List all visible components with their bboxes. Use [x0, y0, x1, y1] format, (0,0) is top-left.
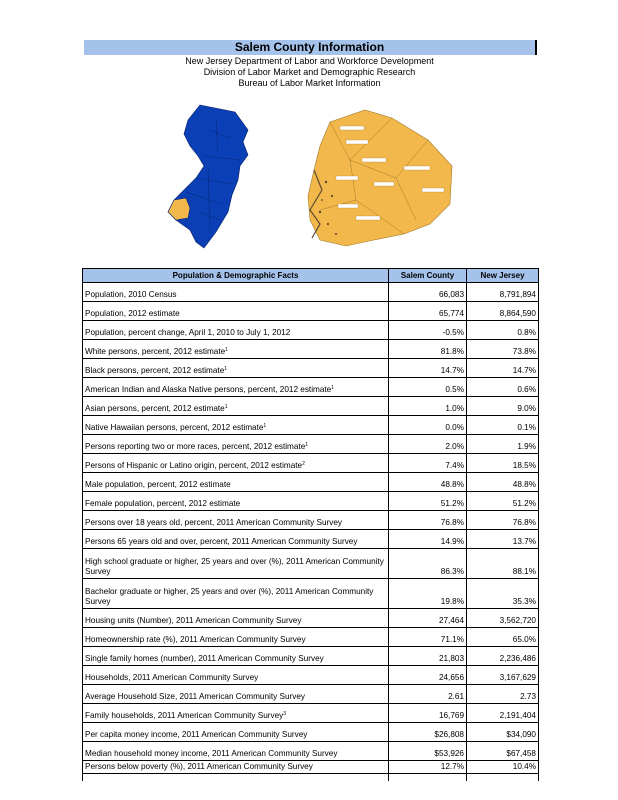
row-label	[83, 742, 389, 761]
table-header-row	[83, 269, 539, 283]
row-label	[83, 647, 389, 666]
salem-value: 0.5%	[389, 378, 467, 397]
row-label	[83, 283, 389, 302]
row-label-text: Persons below poverty (%), 2011 American Community Survey	[85, 762, 313, 771]
row-label	[83, 397, 389, 416]
salem-value: 14.9%	[389, 530, 467, 549]
row-label-text: Persons over 18 years old, percent, 2011 American Community Survey	[85, 518, 342, 527]
nj-value: 13.7%	[467, 530, 539, 549]
salem-value: 2.61	[389, 685, 467, 704]
salem-value: -0.5%	[389, 321, 467, 340]
nj-value: 1.9%	[467, 435, 539, 454]
salem-value: 2.0%	[389, 435, 467, 454]
nj-value: 48.8%	[467, 473, 539, 492]
new-jersey-state-map	[168, 105, 248, 248]
table-row	[83, 321, 539, 340]
row-label-text: Homeownership rate (%), 2011 American Community Survey	[85, 635, 306, 644]
salem-value: 16,769	[389, 704, 467, 723]
salem-value: 86.3%	[389, 549, 467, 579]
header-facts: Population & Demographic Facts	[83, 269, 389, 283]
salem-value: 12.7%	[389, 761, 467, 774]
row-label-text: Average Household Size, 2011 American Community Survey	[85, 692, 305, 701]
row-label	[83, 492, 389, 511]
row-label-text: Population, 2010 Census	[85, 290, 177, 299]
row-label	[83, 685, 389, 704]
nj-value: 73.8%	[467, 340, 539, 359]
salem-value: 71.1%	[389, 628, 467, 647]
subtitle-division: Division of Labor Market and Demographic Research	[203, 67, 416, 77]
nj-value: 8,791,894	[467, 283, 539, 302]
row-label-text: Persons reporting two or more races, percent, 2012 estimate	[85, 442, 306, 451]
row-label	[83, 530, 389, 549]
row-label	[83, 378, 389, 397]
row-label	[83, 359, 389, 378]
footnote-marker: 2	[302, 461, 305, 467]
salem-value: 81.8%	[389, 340, 467, 359]
nj-value: 10.4%	[467, 761, 539, 774]
footnote-marker: 1	[225, 347, 228, 353]
row-label-text: Population, 2012 estimate	[85, 309, 180, 318]
row-label-text: Family households, 2011 American Community Survey	[85, 711, 284, 720]
nj-value: 2,191,404	[467, 704, 539, 723]
footnote-marker: 1	[263, 423, 267, 429]
table-row	[83, 579, 539, 609]
nj-value: 0.6%	[467, 378, 539, 397]
empty-cell	[83, 774, 389, 782]
row-label-text: Single family homes (number), 2011 American Community Survey	[85, 654, 324, 663]
empty-cell	[467, 774, 539, 782]
table-row	[83, 435, 539, 454]
table-row	[83, 378, 539, 397]
header-new-jersey: New Jersey	[467, 269, 539, 283]
nj-value: 2,236,486	[467, 647, 539, 666]
table-row	[83, 397, 539, 416]
salem-value: 0.0%	[389, 416, 467, 435]
nj-value: 76.8%	[467, 511, 539, 530]
footnote-marker: 3	[283, 711, 287, 717]
table-row	[83, 283, 539, 302]
row-label-text: White persons, percent, 2012 estimate	[85, 347, 226, 356]
table-row	[83, 530, 539, 549]
nj-value: 88.1%	[467, 549, 539, 579]
row-label-text: Male population, percent, 2012 estimate	[85, 480, 231, 489]
table-row	[83, 723, 539, 742]
nj-value: 51.2%	[467, 492, 539, 511]
row-label	[83, 609, 389, 628]
row-label	[83, 473, 389, 492]
row-label-text: Black persons, percent, 2012 estimate	[85, 366, 225, 375]
row-label-text: Households, 2011 American Community Survey	[85, 673, 259, 682]
row-label	[83, 416, 389, 435]
nj-value: 0.8%	[467, 321, 539, 340]
salem-value: 76.8%	[389, 511, 467, 530]
salem-value: 48.8%	[389, 473, 467, 492]
footnote-marker: 1	[224, 366, 228, 372]
row-label	[83, 704, 389, 723]
nj-value: $67,458	[467, 742, 539, 761]
subtitle-bureau: Bureau of Labor Market Information	[238, 78, 381, 88]
row-label	[83, 549, 389, 579]
row-label	[83, 628, 389, 647]
row-label	[83, 761, 389, 774]
salem-value: 21,803	[389, 647, 467, 666]
subtitle-department: New Jersey Department of Labor and Workforce Development	[185, 56, 434, 66]
row-label-text: Median household money income, 2011 American Community Survey	[85, 749, 338, 758]
salem-value: 65,774	[389, 302, 467, 321]
nj-value: 3,562,720	[467, 609, 539, 628]
table-row	[83, 628, 539, 647]
empty-cell	[389, 774, 467, 782]
table-row	[83, 359, 539, 378]
salem-value: 19.8%	[389, 579, 467, 609]
row-label	[83, 302, 389, 321]
row-label	[83, 666, 389, 685]
row-label-text: Per capita money income, 2011 American Community Survey	[85, 730, 308, 739]
footnote-marker: 1	[305, 442, 309, 448]
table-row	[83, 704, 539, 723]
table-row	[83, 492, 539, 511]
table-row	[83, 416, 539, 435]
footnote-marker: 1	[331, 385, 335, 391]
salem-value: 1.0%	[389, 397, 467, 416]
salem-value: 51.2%	[389, 492, 467, 511]
nj-value: 9.0%	[467, 397, 539, 416]
footnote-marker: 1	[224, 404, 228, 410]
row-label	[83, 511, 389, 530]
salem-value: 24,656	[389, 666, 467, 685]
table-row	[83, 774, 539, 782]
table-row	[83, 511, 539, 530]
table-row	[83, 454, 539, 473]
table-row	[83, 761, 539, 774]
salem-county-map	[308, 110, 452, 246]
demographic-facts-table	[82, 268, 539, 781]
nj-value: $34,090	[467, 723, 539, 742]
row-label-text: Bachelor graduate or higher, 25 years and over (%), 2011 American Community Survey	[85, 587, 374, 606]
row-label-text: Persons of Hispanic or Latino origin, percent, 2012 estimate	[85, 461, 303, 470]
table-row	[83, 340, 539, 359]
nj-value: 65.0%	[467, 628, 539, 647]
row-label-text: Persons 65 years old and over, percent, 2011 American Community Survey	[85, 537, 358, 546]
salem-value: $26,808	[389, 723, 467, 742]
row-label	[83, 579, 389, 609]
row-label-text: Female population, percent, 2012 estimate	[85, 499, 241, 508]
row-label	[83, 454, 389, 473]
salem-value: 14.7%	[389, 359, 467, 378]
salem-value: 7.4%	[389, 454, 467, 473]
table-row	[83, 549, 539, 579]
row-label-text: American Indian and Alaska Native persons, percent, 2012 estimate	[85, 385, 332, 394]
header-salem-county: Salem County	[389, 269, 467, 283]
row-label	[83, 435, 389, 454]
row-label	[83, 321, 389, 340]
row-label-text: Population, percent change, April 1, 2010 to July 1, 2012	[85, 328, 291, 337]
row-label	[83, 723, 389, 742]
row-label-text: Housing units (Number), 2011 American Community Survey	[85, 616, 302, 625]
row-label-text: Asian persons, percent, 2012 estimate	[85, 404, 225, 413]
location-maps	[160, 100, 460, 260]
nj-value: 18.5%	[467, 454, 539, 473]
table-row	[83, 302, 539, 321]
salem-value: $53,926	[389, 742, 467, 761]
nj-value: 2.73	[467, 685, 539, 704]
table-row	[83, 609, 539, 628]
nj-value: 8,864,590	[467, 302, 539, 321]
table-row	[83, 742, 539, 761]
nj-value: 0.1%	[467, 416, 539, 435]
salem-value: 66,083	[389, 283, 467, 302]
table-row	[83, 666, 539, 685]
nj-value: 14.7%	[467, 359, 539, 378]
table-row	[83, 473, 539, 492]
row-label-text: Native Hawaiian persons, percent, 2012 estimate	[85, 423, 264, 432]
page-title: Salem County Information	[84, 40, 537, 55]
table-row	[83, 685, 539, 704]
salem-value: 27,464	[389, 609, 467, 628]
row-label	[83, 340, 389, 359]
row-label-text: High school graduate or higher, 25 years and over (%), 2011 American Community Survey	[85, 557, 384, 576]
salem-county-highlight	[168, 198, 190, 220]
nj-value: 35.3%	[467, 579, 539, 609]
nj-value: 3,167,629	[467, 666, 539, 685]
table-row	[83, 647, 539, 666]
